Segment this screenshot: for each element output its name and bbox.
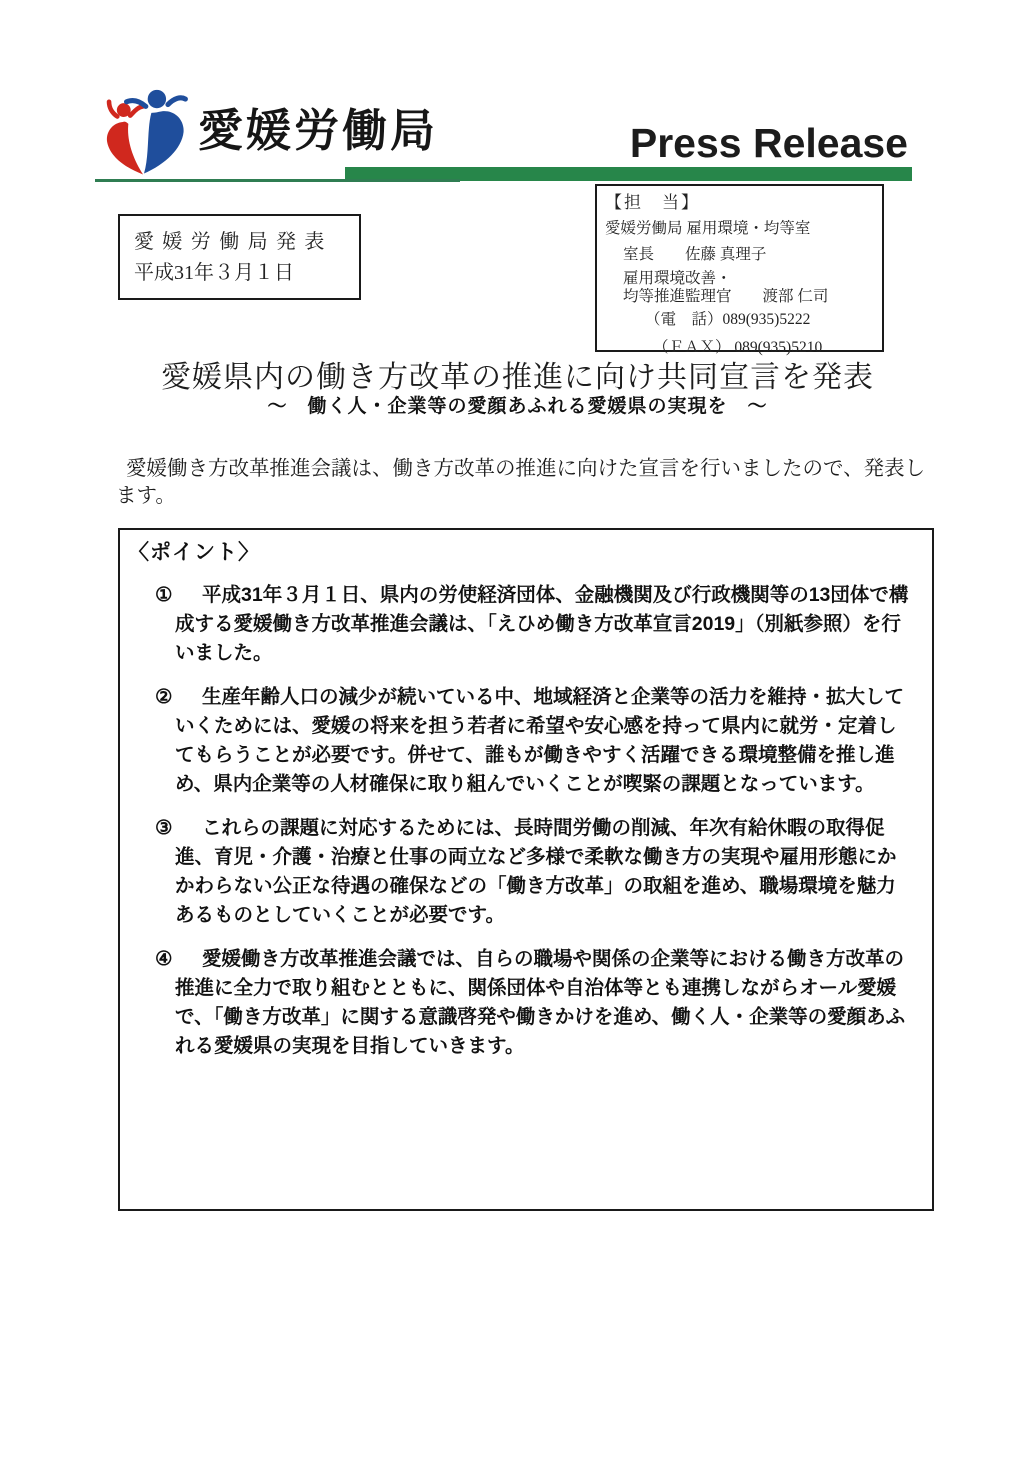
page-subtitle: ～ 働く人・企業等の愛顔あふれる愛媛県の実現を ～ (267, 396, 768, 417)
agency-name: 愛媛労働局 (198, 105, 439, 156)
contact-heading: 【担 当】 (605, 193, 700, 212)
point-item-3 (155, 814, 912, 930)
announcement-publisher: 愛媛労働局発表 (134, 231, 333, 253)
contact-fax: （ＦＡＸ） 089(935)5210 (653, 339, 823, 356)
contact-officer-title: 雇用環境改善・ (623, 270, 732, 287)
point-text: これらの課題に対応するためには、長時間労働の削減、年次有給休暇の取得促進、育児・介護・治療と仕事の両立など多様で柔軟な働き方の実現や雇用形態にかかわらない公正な待遇の確保などの「働き方改革」の取組を進め、職場環境を魅力あるものとしていくことが必要です。 (175, 817, 897, 926)
contact-telephone: （電 話）089(935)5222 (645, 311, 811, 328)
points-box (118, 528, 934, 1211)
contact-box (595, 184, 884, 356)
point-item-2 (155, 683, 912, 799)
page-title: 愛媛県内の働き方改革の推進に向け共同宣言を発表 (161, 361, 874, 394)
header-thin-rule (95, 179, 460, 182)
point-number: ③ (155, 817, 173, 839)
announcement-date: 平成31年３月１日 (134, 262, 294, 284)
lead-paragraph: 愛媛働き方改革推進会議は、働き方改革の推進に向けた宣言を行いましたので、発表します。 (116, 458, 926, 507)
point-item-4 (155, 945, 912, 1061)
point-text: 生産年齢人口の減少が続いている中、地域経済と企業等の活力を維持・拡大していくためには、愛媛の将来を担う若者に希望や安心感を持って県内に就労・定着してもらうことが必要です。併せて、誰もが働きやすく活躍できる環境整備を推し進め、県内企業等の人材確保に取り組んでいくことが喫緊の課題となっています。 (175, 686, 905, 795)
contact-chief: 室長 佐藤 真理子 (623, 246, 767, 263)
contact-officer: 均等推進監理官 渡部 仁司 (623, 288, 829, 305)
contact-office: 愛媛労働局 雇用環境・均等室 (605, 220, 811, 237)
press-release-label: Press Release (629, 120, 908, 166)
point-text: 平成31年３月１日、県内の労使経済団体、金融機関及び行政機関等の13団体で構成する愛媛働き方改革推進会議は、「えひめ働き方改革宣言2019」（別紙参照）を行いました。 (175, 584, 909, 664)
point-number: ① (155, 584, 173, 606)
points-heading: 〈ポイント〉 (128, 541, 260, 564)
point-item-1 (155, 581, 912, 668)
point-number: ② (155, 686, 173, 708)
point-text: 愛媛働き方改革推進会議では、自らの職場や関係の企業等における働き方改革の推進に全力で取り組むとともに、関係団体や自治体等とも連携しながらオール愛媛で、「働き方改革」に関する意識啓発や働きかけを進め、働く人・企業等の愛顔あふれる愛媛県の実現を目指していきます。 (175, 948, 906, 1057)
announcement-date-box (118, 214, 361, 300)
point-number: ④ (155, 948, 173, 970)
